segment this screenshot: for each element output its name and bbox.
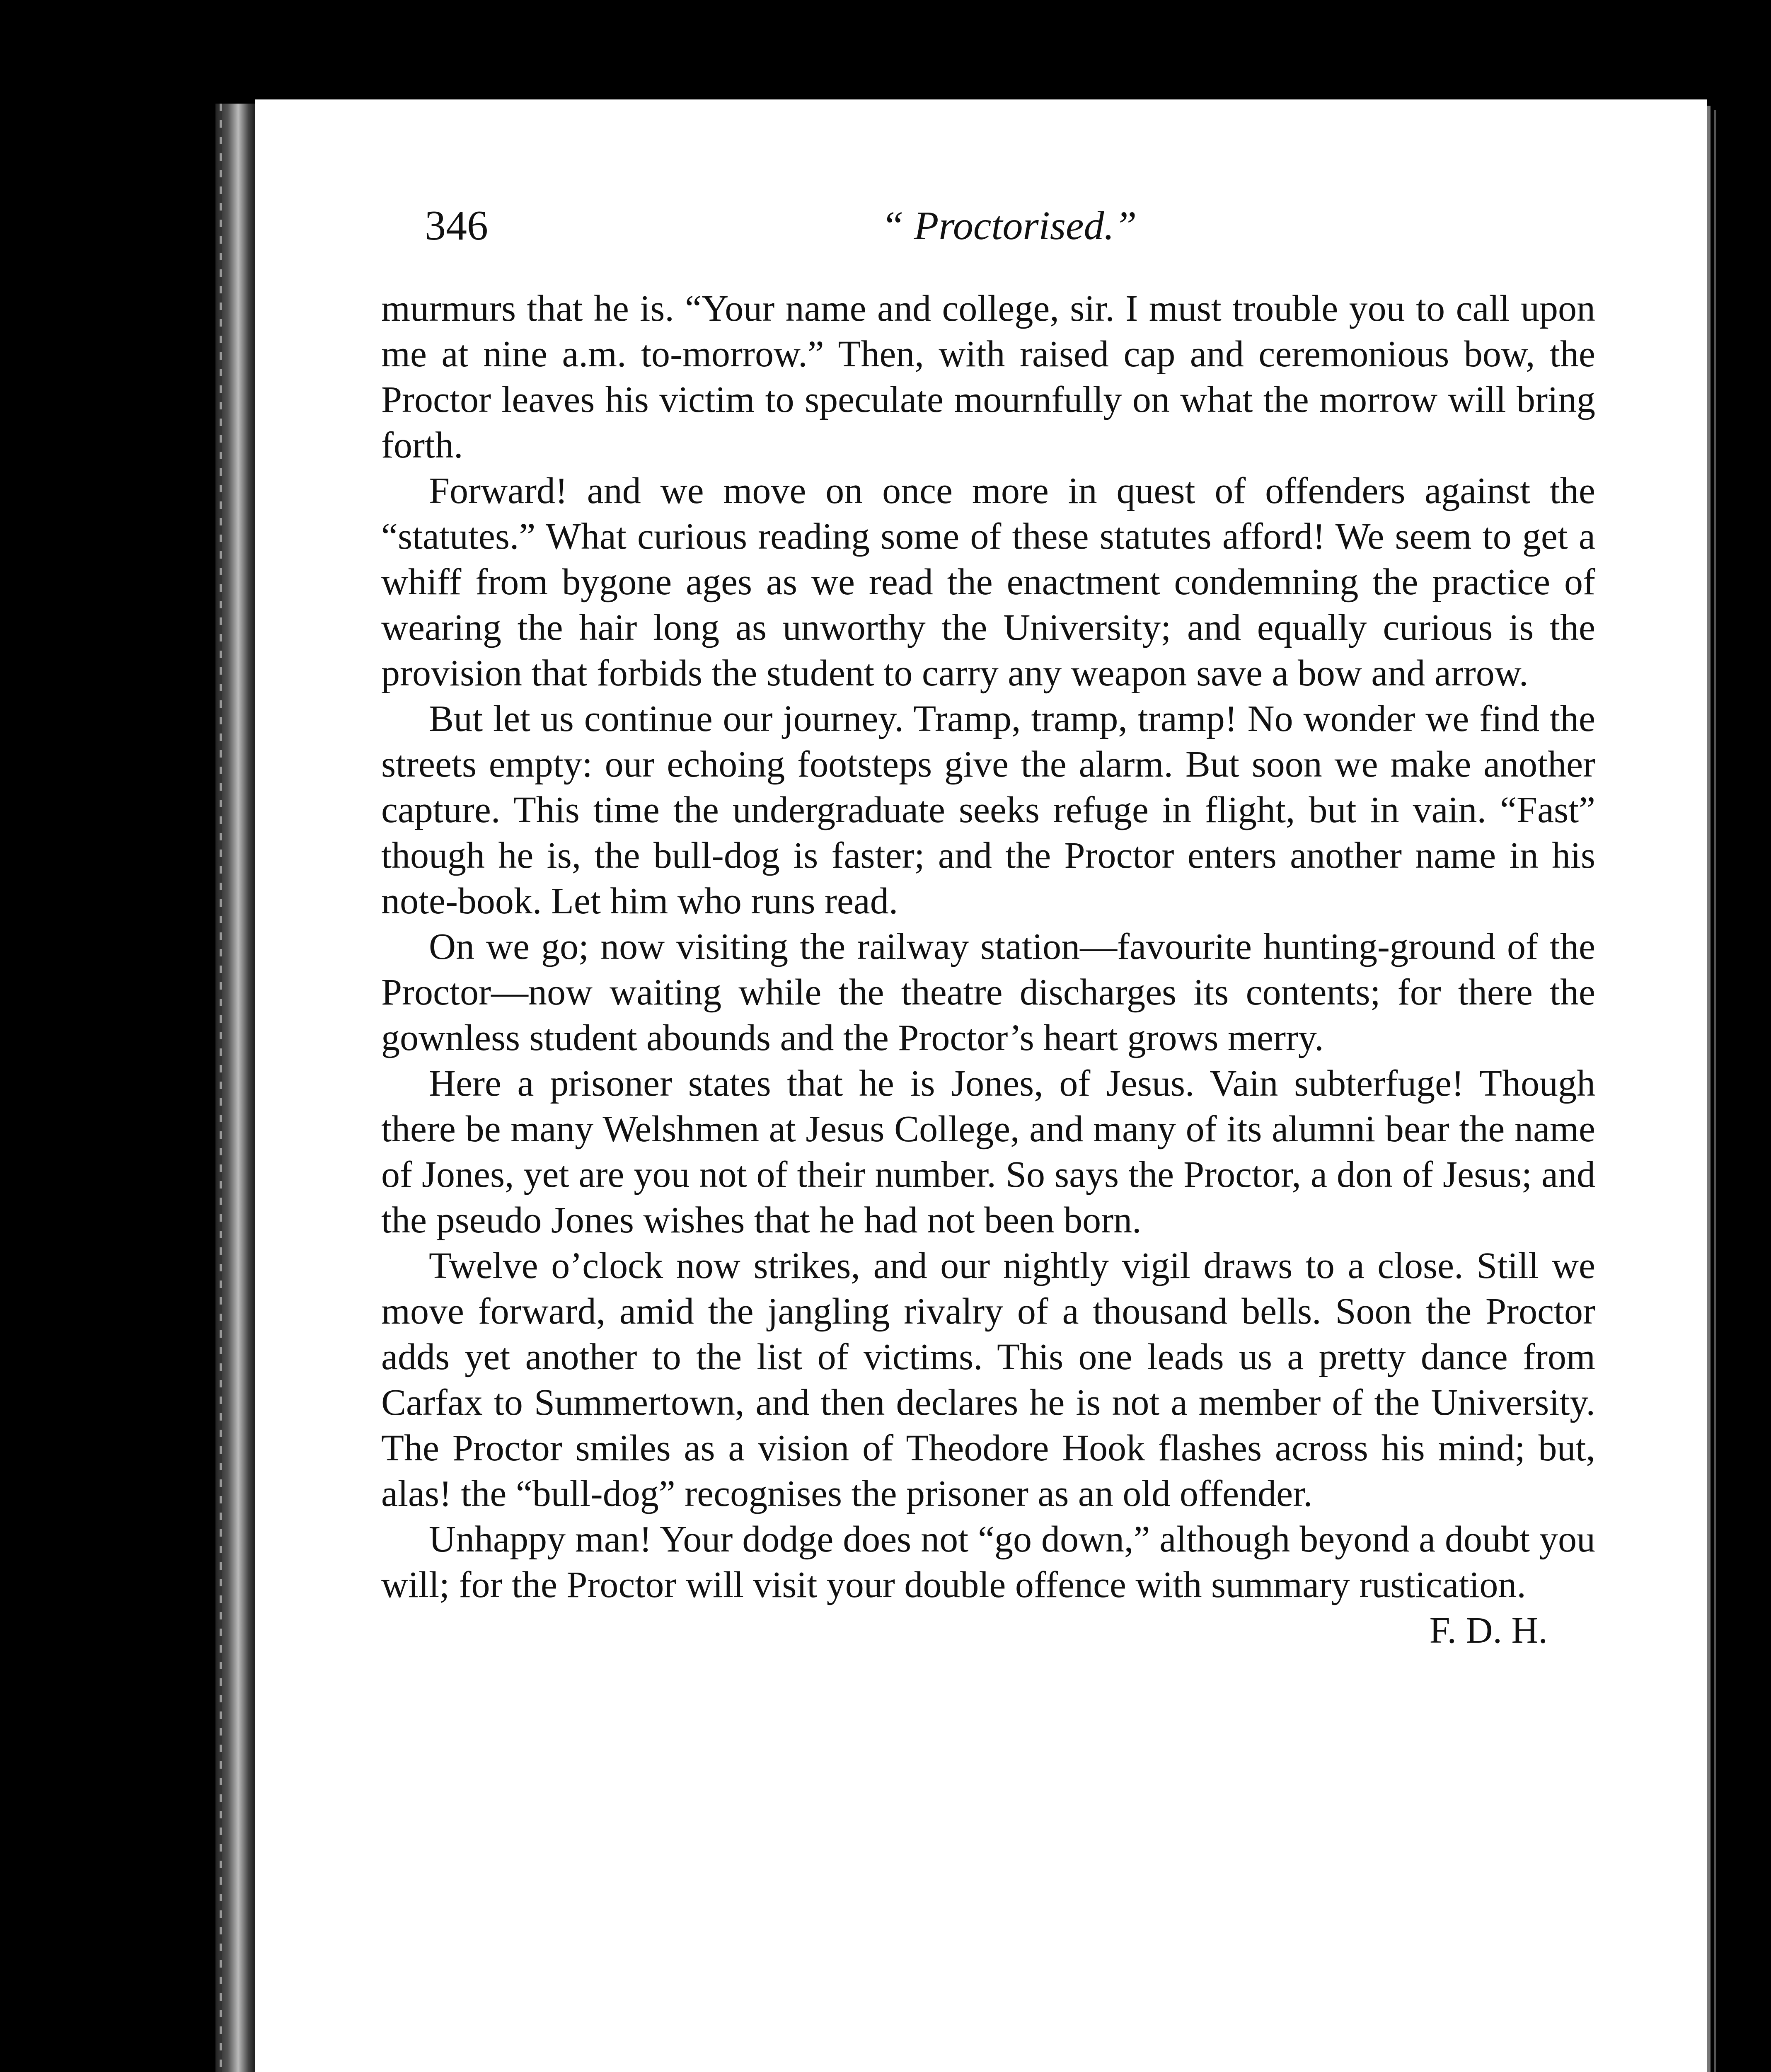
book-binding-edge	[215, 104, 257, 2072]
author-signature: F. D. H.	[1429, 1610, 1548, 1651]
page-edge	[1707, 106, 1711, 2072]
paragraph: On we go; now visiting the railway station—favourite hunting-ground of the Proctor—now waiting while the theatre discharges its contents; for there the gownless student abounds and the Proctor’s heart grows merry.	[381, 926, 1595, 1058]
running-title: “ Proctorised.”	[881, 203, 1137, 248]
page-edge-inner	[1714, 110, 1716, 2072]
paragraph: Twelve o’clock now strikes, and our nightly vigil draws to a close. Still we move forward, amid the jangling rivalry of a thousand bells. Soon the Proctor adds yet another to the list of victims. This one leads us a pretty dance from Carfax to Summertown, and then declares he is not a member of the University. The Proctor smiles as a vision of Theodore Hook flashes across his mind; but, alas! the “bull-dog” recognises the prisoner as an old offender.	[381, 1245, 1595, 1514]
paragraph: Here a prisoner states that he is Jones, of Jesus. Vain subterfuge! Though there be many Welshmen at Jesus College, and many of its alumni bear the name of Jones, yet are you not of their number. So says the Proctor, a don of Jesus; and the pseudo Jones wishes that he had not been born.	[381, 1063, 1595, 1241]
paragraph: But let us continue our journey. Tramp, tramp, tramp! No wonder we find the streets empty: our echoing footsteps give the alarm. But soon we make another capture. This time the undergraduate seeks refuge in flight, but in vain. “Fast” though he is, the bull-dog is faster; and the Proctor enters another name in his note-book. Let him who runs read.	[381, 698, 1595, 922]
paragraph: Forward! and we move on once more in quest of offenders against the “statutes.” What curious reading some of these statutes afford! We seem to get a whiff from bygone ages as we read the enactment condemning the practice of wearing the hair long as unworthy the University; and equally curious is the provision that forbids the student to carry any weapon save a bow and arrow.	[381, 470, 1595, 694]
article-body	[381, 286, 1595, 1653]
page-number: 346	[425, 202, 488, 249]
page-header	[425, 195, 1593, 257]
paragraph-last	[381, 1517, 1595, 1651]
paragraph: murmurs that he is. “Your name and college, sir. I must trouble you to call upon me at nine a.m. to-morrow.” Then, with raised cap and ceremonious bow, the Proctor leaves his victim to speculate mournfully on what the morrow will bring forth.	[381, 288, 1595, 466]
paragraph-text: Unhappy man! Your dodge does not “go down,” although beyond a doubt you will; for the Proctor will visit your double offence with summary rustication.	[381, 1519, 1595, 1605]
